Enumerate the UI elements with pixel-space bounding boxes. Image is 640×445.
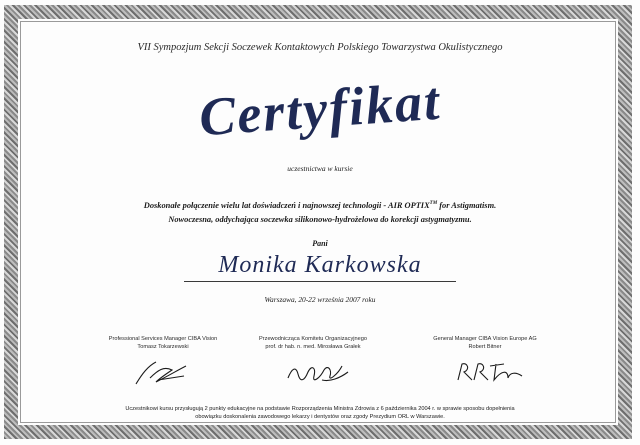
- signature-2: [282, 356, 362, 388]
- course-line-1-end: for Astigmatism.: [437, 200, 497, 210]
- certificate-title: Certyfikat: [197, 70, 443, 148]
- place-date: Warszawa, 20-22 września 2007 roku: [264, 295, 376, 304]
- signatory-person: prof. dr hab. n. med. Mirosława Grałek: [265, 344, 361, 350]
- course-description: [70, 197, 570, 227]
- signatory-2: [228, 335, 398, 351]
- signatory-person: Robert Bitner: [468, 344, 502, 350]
- recipient-name: Monika Karkowska: [218, 252, 422, 278]
- signatory-role: Professional Services Manager CIBA Vision: [108, 336, 218, 342]
- signature-1: [128, 356, 208, 388]
- trademark-mark: TM: [429, 201, 438, 206]
- signatory-role: Przewodnicząca Komitetu Organizacyjnego: [259, 336, 367, 342]
- signatory-role: General Manager CIBA Vision Europe AG: [433, 336, 537, 342]
- recipient-underline: [184, 281, 456, 282]
- symposium-header: VII Sympozjum Sekcji Soczewek Kontaktowych Polskiego Towarzystwa Okulistycznego: [137, 42, 503, 53]
- footer-note: [90, 405, 550, 421]
- signature-3: [452, 356, 532, 388]
- participation-text: uczestnictwa w kursie: [287, 164, 353, 173]
- course-line-1: Doskonałe połączenie wielu lat doświadczeń i najnowszej technologii - AIR OPTIX: [143, 200, 430, 210]
- course-line-2: Nowoczesna, oddychająca soczewka silikonowo-hydrożelowa do korekcji astygmatyzmu.: [168, 214, 472, 224]
- salutation: Pani: [312, 239, 328, 248]
- signatory-3: [400, 335, 570, 351]
- footer-line-2: obowiązku doskonalenia zawodowego lekarzy i dentystów oraz zgody Prezydium ORL w Warszawie.: [195, 414, 445, 420]
- signatory-1: [78, 335, 248, 351]
- signatory-person: Tomasz Tokarzewski: [137, 344, 189, 350]
- footer-line-1: Uczestnikowi kursu przysługują 2 punkty edukacyjne na podstawie Rozporządzenia Ministra Zdrowia z 6 października 2004 r. w sprawie sposobu dopełnienia: [125, 406, 515, 412]
